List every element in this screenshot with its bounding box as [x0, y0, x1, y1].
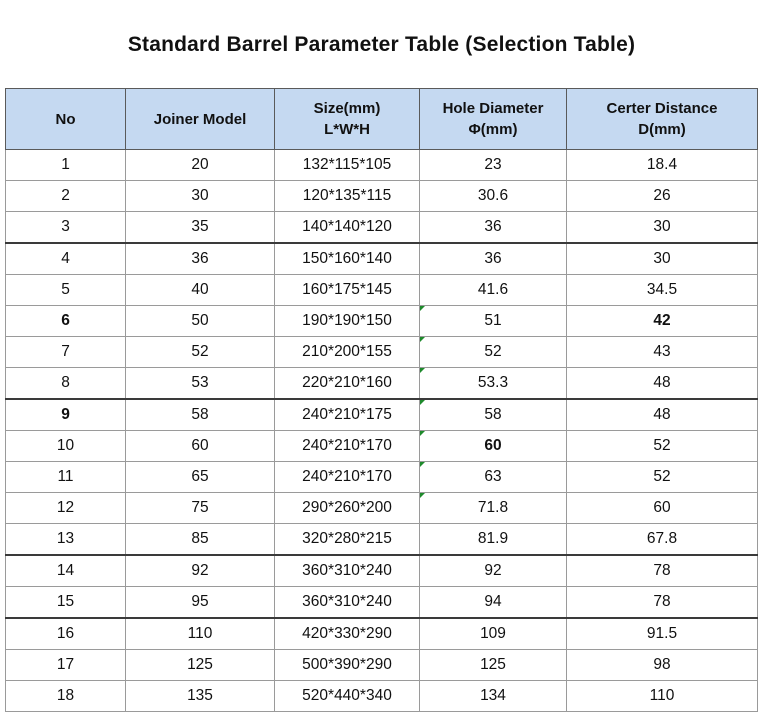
table-row [6, 275, 758, 306]
cell-model[interactable]: 60 [126, 431, 275, 462]
cell-model[interactable]: 110 [126, 618, 275, 650]
table-row [6, 493, 758, 524]
barrel-parameter-table [5, 88, 758, 712]
cell-hole[interactable] [420, 337, 567, 368]
cell-hole[interactable]: 92 [420, 555, 567, 587]
cell-size[interactable]: 140*140*120 [275, 212, 420, 244]
table-row [6, 587, 758, 619]
header-row [6, 89, 758, 150]
cell-no[interactable]: 13 [6, 524, 126, 556]
table-row [6, 524, 758, 556]
cell-model[interactable]: 92 [126, 555, 275, 587]
cell-hole-value: 63 [484, 468, 502, 485]
table-row [6, 681, 758, 712]
cell-size[interactable]: 240*210*175 [275, 399, 420, 431]
cell-model[interactable]: 40 [126, 275, 275, 306]
cell-model[interactable]: 75 [126, 493, 275, 524]
cell-hole[interactable]: 30.6 [420, 181, 567, 212]
header-center-line1: Certer Distance [606, 100, 718, 117]
cell-model[interactable]: 135 [126, 681, 275, 712]
comment-marker [420, 337, 425, 342]
table-row [6, 368, 758, 400]
cell-no[interactable]: 3 [6, 212, 126, 244]
header-center-distance[interactable] [567, 89, 758, 150]
header-no[interactable] [6, 89, 126, 150]
cell-size[interactable]: 520*440*340 [275, 681, 420, 712]
cell-size[interactable]: 132*115*105 [275, 150, 420, 181]
comment-marker [420, 493, 425, 498]
comment-marker [420, 431, 425, 436]
cell-no[interactable]: 9 [6, 399, 126, 431]
cell-hole-value: 51 [484, 312, 502, 329]
cell-no[interactable]: 16 [6, 618, 126, 650]
cell-center[interactable]: 42 [567, 306, 758, 337]
cell-model[interactable]: 52 [126, 337, 275, 368]
table-row [6, 150, 758, 181]
table-row [6, 650, 758, 681]
table-row [6, 431, 758, 462]
table-row [6, 337, 758, 368]
table-row [6, 212, 758, 244]
cell-model[interactable]: 125 [126, 650, 275, 681]
header-joiner-model-label: Joiner Model [153, 110, 247, 128]
cell-hole[interactable]: 94 [420, 587, 567, 619]
header-hole-line1: Hole Diameter [442, 100, 544, 117]
cell-center[interactable]: 34.5 [567, 275, 758, 306]
header-center-line2: D(mm) [638, 121, 686, 138]
table-row [6, 618, 758, 650]
cell-model[interactable]: 85 [126, 524, 275, 556]
cell-hole[interactable] [420, 368, 567, 400]
cell-hole[interactable]: 81.9 [420, 524, 567, 556]
cell-center[interactable]: 30 [567, 243, 758, 275]
cell-center[interactable]: 78 [567, 555, 758, 587]
cell-center[interactable]: 98 [567, 650, 758, 681]
cell-size[interactable]: 420*330*290 [275, 618, 420, 650]
cell-center[interactable]: 52 [567, 462, 758, 493]
cell-hole[interactable]: 125 [420, 650, 567, 681]
cell-size[interactable]: 210*200*155 [275, 337, 420, 368]
cell-no[interactable]: 15 [6, 587, 126, 619]
cell-center[interactable]: 52 [567, 431, 758, 462]
table-row [6, 555, 758, 587]
cell-no[interactable]: 12 [6, 493, 126, 524]
cell-no[interactable]: 8 [6, 368, 126, 400]
cell-hole-value: 53.3 [477, 374, 509, 391]
cell-size[interactable]: 240*210*170 [275, 462, 420, 493]
cell-model[interactable]: 30 [126, 181, 275, 212]
table-title: Standard Barrel Parameter Table (Selection Table) [127, 33, 636, 56]
cell-hole[interactable]: 23 [420, 150, 567, 181]
cell-hole-value: 71.8 [477, 499, 509, 516]
cell-no[interactable]: 2 [6, 181, 126, 212]
cell-size[interactable]: 320*280*215 [275, 524, 420, 556]
cell-center[interactable]: 78 [567, 587, 758, 619]
cell-hole[interactable]: 134 [420, 681, 567, 712]
cell-hole[interactable]: 109 [420, 618, 567, 650]
header-size[interactable] [275, 89, 420, 150]
cell-center[interactable]: 67.8 [567, 524, 758, 556]
comment-marker [420, 462, 425, 467]
table-row [6, 243, 758, 275]
cell-size[interactable]: 150*160*140 [275, 243, 420, 275]
header-hole-line2: Φ(mm) [468, 121, 518, 138]
table-row [6, 181, 758, 212]
cell-hole[interactable]: 36 [420, 212, 567, 244]
header-joiner-model[interactable] [126, 89, 275, 150]
comment-marker [420, 400, 425, 405]
cell-hole[interactable]: 41.6 [420, 275, 567, 306]
cell-no[interactable]: 18 [6, 681, 126, 712]
cell-center[interactable]: 48 [567, 399, 758, 431]
header-no-label: No [55, 110, 76, 128]
cell-center[interactable]: 30 [567, 212, 758, 244]
header-size-line1: Size(mm) [313, 100, 381, 117]
cell-model[interactable]: 36 [126, 243, 275, 275]
cell-hole-value: 58 [484, 406, 502, 423]
cell-hole[interactable] [420, 493, 567, 524]
table-row [6, 306, 758, 337]
cell-no[interactable]: 17 [6, 650, 126, 681]
cell-no[interactable]: 11 [6, 462, 126, 493]
cell-hole[interactable] [420, 399, 567, 431]
cell-model[interactable]: 20 [126, 150, 275, 181]
cell-size[interactable]: 290*260*200 [275, 493, 420, 524]
title-area [0, 0, 763, 88]
table-row [6, 399, 758, 431]
comment-marker [420, 306, 425, 311]
cell-center[interactable]: 26 [567, 181, 758, 212]
cell-model[interactable]: 53 [126, 368, 275, 400]
cell-center[interactable]: 18.4 [567, 150, 758, 181]
cell-hole-value: 52 [484, 343, 502, 360]
cell-size[interactable]: 220*210*160 [275, 368, 420, 400]
cell-size[interactable]: 360*310*240 [275, 555, 420, 587]
header-size-line2: L*W*H [324, 121, 370, 138]
cell-no[interactable]: 14 [6, 555, 126, 587]
cell-no[interactable]: 6 [6, 306, 126, 337]
cell-size[interactable]: 160*175*145 [275, 275, 420, 306]
cell-size[interactable]: 360*310*240 [275, 587, 420, 619]
cell-size[interactable]: 190*190*150 [275, 306, 420, 337]
cell-no[interactable]: 4 [6, 243, 126, 275]
cell-hole[interactable]: 36 [420, 243, 567, 275]
cell-model[interactable]: 35 [126, 212, 275, 244]
cell-no[interactable]: 10 [6, 431, 126, 462]
cell-hole[interactable] [420, 431, 567, 462]
cell-center[interactable]: 110 [567, 681, 758, 712]
cell-model[interactable]: 58 [126, 399, 275, 431]
cell-center[interactable]: 48 [567, 368, 758, 400]
table-row [6, 462, 758, 493]
cell-no[interactable]: 5 [6, 275, 126, 306]
comment-marker [420, 368, 425, 373]
cell-no[interactable]: 7 [6, 337, 126, 368]
cell-center[interactable]: 91.5 [567, 618, 758, 650]
cell-center[interactable]: 43 [567, 337, 758, 368]
cell-no[interactable]: 1 [6, 150, 126, 181]
cell-model[interactable]: 65 [126, 462, 275, 493]
cell-size[interactable]: 500*390*290 [275, 650, 420, 681]
cell-model[interactable]: 50 [126, 306, 275, 337]
header-hole-diameter[interactable] [420, 89, 567, 150]
cell-hole[interactable] [420, 462, 567, 493]
cell-model[interactable]: 95 [126, 587, 275, 619]
cell-size[interactable]: 240*210*170 [275, 431, 420, 462]
cell-hole-value: 60 [484, 437, 502, 454]
cell-size[interactable]: 120*135*115 [275, 181, 420, 212]
cell-center[interactable]: 60 [567, 493, 758, 524]
cell-hole[interactable] [420, 306, 567, 337]
